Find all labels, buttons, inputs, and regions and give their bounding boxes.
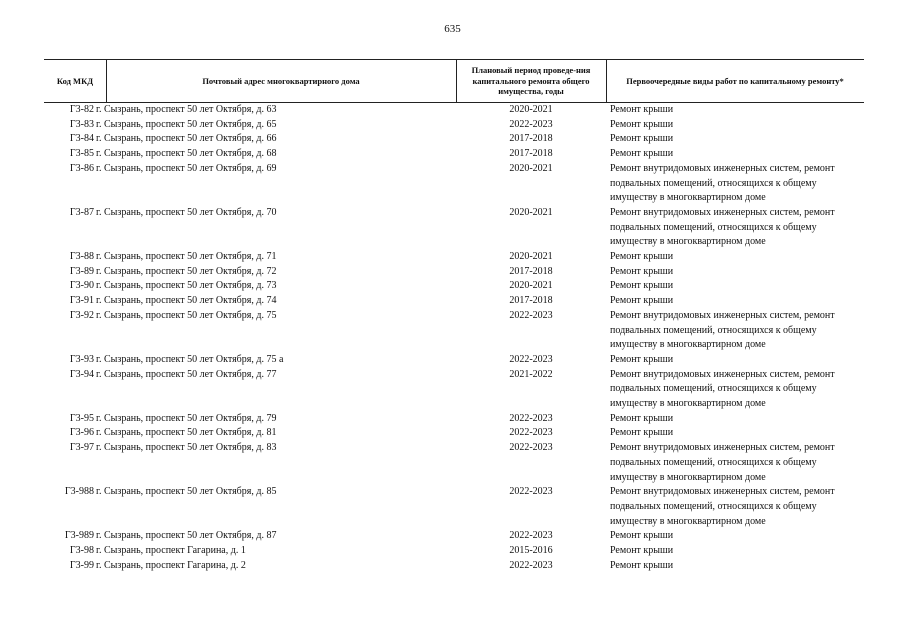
- table-row: [44, 118, 864, 133]
- row-code: Г3-96: [69, 427, 94, 439]
- row-code: Г3-83: [69, 118, 94, 130]
- row-works: Ремонт крыши: [610, 353, 674, 365]
- table-row: [44, 147, 864, 162]
- row-address: г. Сызрань, проспект Гагарина, д. 2: [96, 559, 246, 571]
- row-address: г. Сызрань, проспект 50 лет Октября, д. 87: [96, 530, 277, 542]
- table-row: [44, 265, 864, 280]
- row-works: Ремонт крыши: [610, 559, 674, 571]
- row-works: Ремонт внутридомовых инженерных систем, ремонт подвальных помещений, относящихся к общему имуществу в многоквартирном доме: [610, 309, 835, 351]
- table-row: [44, 353, 864, 368]
- table-row: [44, 294, 864, 309]
- row-works: Ремонт внутридомовых инженерных систем, ремонт подвальных помещений, относящихся к общему имуществу в многоквартирном доме: [610, 442, 835, 483]
- page-number: 635: [444, 23, 461, 35]
- row-works: Ремонт крыши: [610, 251, 674, 263]
- row-works: Ремонт крыши: [610, 280, 674, 292]
- row-address: г. Сызрань, проспект 50 лет Октября, д. 70: [96, 206, 277, 218]
- row-address: г. Сызрань, проспект 50 лет Октября, д. 65: [96, 118, 277, 130]
- table-row: [44, 529, 864, 544]
- row-works: Ремонт крыши: [610, 133, 674, 145]
- row-period: 2015-2016: [509, 545, 553, 557]
- row-address: г. Сызрань, проспект 50 лет Октября, д. 72: [96, 265, 277, 277]
- row-code: Г3-85: [69, 148, 94, 160]
- table-row: [44, 559, 864, 574]
- table-row: [44, 441, 864, 485]
- row-address: г. Сызрань, проспект 50 лет Октября, д. 69: [96, 162, 277, 174]
- row-code: Г3-82: [69, 104, 94, 115]
- header-code: Код МКД: [56, 75, 94, 86]
- table-row: [44, 412, 864, 427]
- row-address: г. Сызрань, проспект 50 лет Октября, д. 75: [96, 309, 277, 321]
- row-works: Ремонт крыши: [610, 545, 674, 557]
- row-address: г. Сызрань, проспект 50 лет Октября, д. 63: [96, 104, 277, 115]
- row-works: Ремонт крыши: [610, 265, 674, 277]
- row-code: Г3-91: [69, 295, 94, 307]
- row-address: г. Сызрань, проспект 50 лет Октября, д. 81: [96, 427, 277, 439]
- table-row: [44, 426, 864, 441]
- row-period: 2021-2022: [509, 368, 553, 380]
- table-row: [44, 485, 864, 529]
- header-works: Первоочередные виды работ по капитальному ремонту*: [626, 75, 844, 86]
- table-row: [44, 132, 864, 147]
- table-row: [44, 309, 864, 353]
- row-address: г. Сызрань, проспект 50 лет Октября, д. 75 а: [96, 353, 284, 365]
- row-code: Г3-86: [69, 162, 94, 174]
- row-period: 2020-2021: [509, 280, 553, 292]
- table-header: [44, 59, 864, 103]
- table-row: [44, 368, 864, 412]
- row-code: Г3-92: [69, 309, 94, 321]
- row-code: Г3-988: [64, 486, 94, 498]
- row-period: 2022-2023: [509, 412, 553, 424]
- row-address: г. Сызрань, проспект 50 лет Октября, д. 83: [96, 442, 277, 454]
- row-code: Г3-97: [69, 442, 94, 454]
- row-period: 2022-2023: [509, 559, 553, 571]
- row-works: Ремонт внутридомовых инженерных систем, ремонт подвальных помещений, относящихся к общему имуществу в многоквартирном доме: [610, 162, 835, 204]
- table-row: [44, 206, 864, 250]
- table-row: [44, 162, 864, 206]
- row-code: Г3-84: [69, 133, 94, 145]
- row-address: г. Сызрань, проспект 50 лет Октября, д. 77: [96, 368, 277, 380]
- row-address: г. Сызрань, проспект 50 лет Октября, д. 79: [96, 412, 277, 424]
- row-works: Ремонт внутридомовых инженерных систем, ремонт подвальных помещений, относящихся к общему имуществу в многоквартирном доме: [610, 206, 835, 248]
- row-code: Г3-93: [69, 353, 94, 365]
- row-works: Ремонт крыши: [610, 412, 674, 424]
- header-period: Плановый период проведе-ния капитального ремонта общего имущества, годы: [471, 65, 591, 97]
- row-works: Ремонт крыши: [610, 104, 674, 115]
- table-row: [44, 544, 864, 559]
- row-works: Ремонт внутридомовых инженерных систем, ремонт подвальных помещений, относящихся к общему имуществу в многоквартирном доме: [610, 368, 835, 410]
- row-period: 2020-2021: [509, 206, 553, 218]
- row-code: Г3-90: [69, 280, 94, 292]
- table-body: [44, 103, 864, 574]
- row-code: Г3-989: [64, 530, 94, 542]
- row-works: Ремонт крыши: [610, 118, 674, 130]
- row-period: 2017-2018: [509, 133, 553, 145]
- row-address: г. Сызрань, проспект 50 лет Октября, д. 73: [96, 280, 277, 292]
- row-period: 2020-2021: [509, 104, 553, 115]
- row-code: Г3-94: [69, 368, 94, 380]
- row-period: 2022-2023: [509, 309, 553, 321]
- row-period: 2022-2023: [509, 442, 553, 454]
- row-address: г. Сызрань, проспект 50 лет Октября, д. 66: [96, 133, 277, 145]
- row-period: 2017-2018: [509, 265, 553, 277]
- row-address: г. Сызрань, проспект 50 лет Октября, д. 71: [96, 251, 277, 263]
- row-code: Г3-98: [69, 545, 94, 557]
- row-period: 2020-2021: [509, 251, 553, 263]
- table-row: [44, 279, 864, 294]
- table-row: [44, 250, 864, 265]
- row-code: Г3-99: [69, 559, 94, 571]
- row-code: Г3-95: [69, 412, 94, 424]
- row-period: 2017-2018: [509, 295, 553, 307]
- row-period: 2022-2023: [509, 353, 553, 365]
- row-period: 2022-2023: [509, 530, 553, 542]
- header-address: Почтовый адрес многоквартирного дома: [202, 75, 360, 86]
- row-address: г. Сызрань, проспект 50 лет Октября, д. 74: [96, 295, 277, 307]
- row-period: 2020-2021: [509, 162, 553, 174]
- row-period: 2022-2023: [509, 427, 553, 439]
- table-row: [44, 103, 864, 118]
- row-works: Ремонт крыши: [610, 530, 674, 542]
- row-code: Г3-87: [69, 206, 94, 218]
- row-address: г. Сызрань, проспект 50 лет Октября, д. 68: [96, 148, 277, 160]
- row-works: Ремонт крыши: [610, 295, 674, 307]
- row-address: г. Сызрань, проспект Гагарина, д. 1: [96, 545, 246, 557]
- row-address: г. Сызрань, проспект 50 лет Октября, д. 85: [96, 486, 277, 498]
- row-period: 2022-2023: [509, 486, 553, 498]
- row-works: Ремонт крыши: [610, 148, 674, 160]
- row-code: Г3-89: [69, 265, 94, 277]
- row-period: 2022-2023: [509, 118, 553, 130]
- row-works: Ремонт крыши: [610, 427, 674, 439]
- row-period: 2017-2018: [509, 148, 553, 160]
- row-works: Ремонт внутридомовых инженерных систем, ремонт подвальных помещений, относящихся к общему имуществу в многоквартирном доме: [610, 486, 835, 527]
- row-code: Г3-88: [69, 251, 94, 263]
